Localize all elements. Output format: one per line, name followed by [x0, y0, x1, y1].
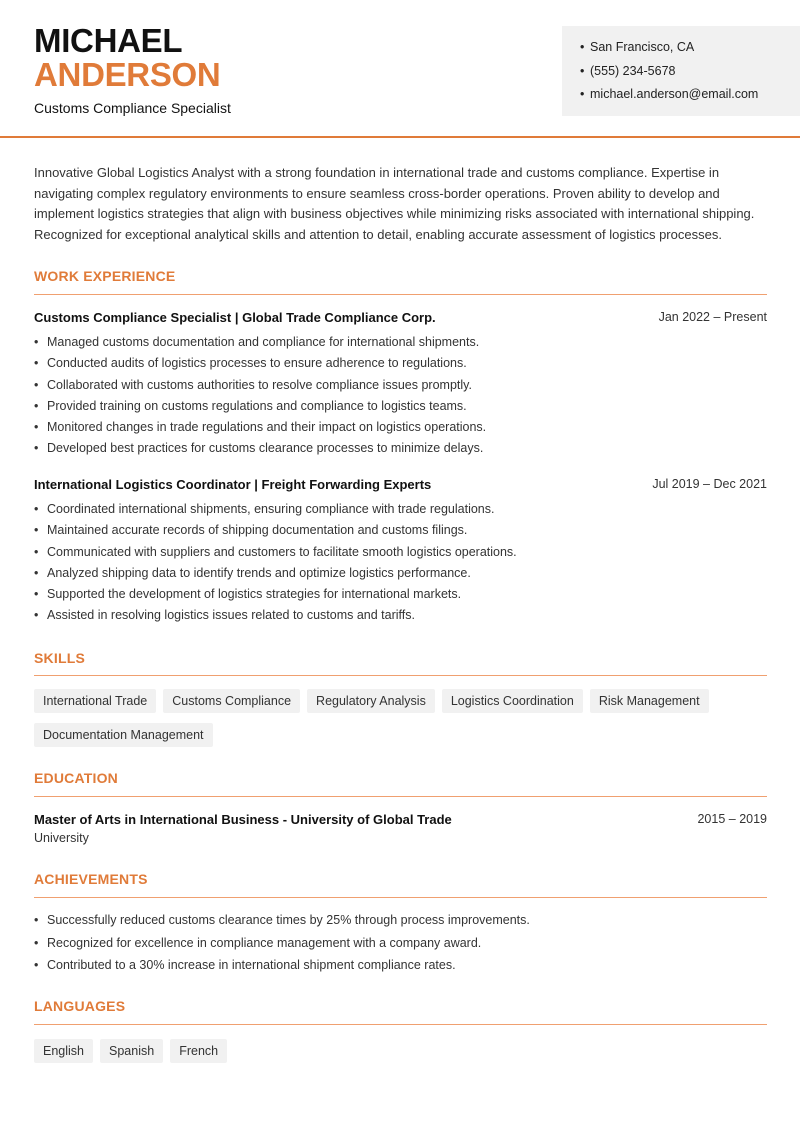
list-item: • Developed best practices for customs clearance processes to minimize delays.	[34, 438, 767, 459]
education-degree: Master of Arts in International Business - University of Global Trade	[34, 812, 452, 827]
section-title-skills: SKILLS	[34, 650, 85, 666]
language-chip: English	[34, 1039, 93, 1063]
last-name: ANDERSON	[34, 56, 221, 93]
section-divider	[34, 675, 767, 676]
list-item: • Communicated with suppliers and customers to facilitate smooth logistics operations.	[34, 542, 767, 563]
education-date: 2015 – 2019	[697, 812, 767, 826]
section-divider	[34, 294, 767, 295]
contact-location: • San Francisco, CA	[580, 38, 782, 62]
job-role: Customs Compliance Specialist	[34, 100, 231, 116]
section-divider	[34, 897, 767, 898]
skill-chip: Regulatory Analysis	[307, 689, 435, 713]
list-item: • Supported the development of logistics strategies for international markets.	[34, 584, 767, 605]
job-title: Customs Compliance Specialist | Global Trade Compliance Corp.	[34, 310, 436, 325]
list-item: • Provided training on customs regulations and compliance to logistics teams.	[34, 396, 767, 417]
section-title-languages: LANGUAGES	[34, 998, 126, 1014]
job-title: International Logistics Coordinator | Freight Forwarding Experts	[34, 477, 432, 492]
achievements-list	[34, 909, 767, 977]
section-title-education: EDUCATION	[34, 770, 118, 786]
job-bullets	[34, 332, 767, 460]
list-item: • Monitored changes in trade regulations and their impact on logistics operations.	[34, 417, 767, 438]
list-item: • Assisted in resolving logistics issues related to customs and tariffs.	[34, 605, 767, 626]
skill-chip: Risk Management	[590, 689, 709, 713]
skills-list	[34, 689, 767, 747]
skill-chip: International Trade	[34, 689, 156, 713]
contact-box	[562, 26, 800, 116]
languages-list	[34, 1039, 767, 1063]
list-item: • Analyzed shipping data to identify trends and optimize logistics performance.	[34, 563, 767, 584]
contact-phone: • (555) 234-5678	[580, 62, 782, 86]
list-item: • Collaborated with customs authorities to resolve compliance issues promptly.	[34, 375, 767, 396]
section-title-work: WORK EXPERIENCE	[34, 268, 176, 284]
job-bullets	[34, 499, 767, 627]
skill-chip: Logistics Coordination	[442, 689, 583, 713]
list-item: • Maintained accurate records of shipping documentation and customs filings.	[34, 520, 767, 541]
list-item: • Contributed to a 30% increase in international shipment compliance rates.	[34, 954, 767, 977]
list-item: • Managed customs documentation and compliance for international shipments.	[34, 332, 767, 353]
skill-chip: Documentation Management	[34, 723, 213, 747]
section-title-achievements: ACHIEVEMENTS	[34, 871, 148, 887]
skill-chip: Customs Compliance	[163, 689, 300, 713]
list-item: • Recognized for excellence in compliance management with a company award.	[34, 932, 767, 955]
language-chip: Spanish	[100, 1039, 163, 1063]
job-date: Jul 2019 – Dec 2021	[652, 477, 767, 491]
language-chip: French	[170, 1039, 227, 1063]
education-institution: University	[34, 831, 89, 845]
job-date: Jan 2022 – Present	[658, 310, 767, 324]
contact-email[interactable]: • michael.anderson@email.com	[580, 85, 782, 109]
list-item: • Successfully reduced customs clearance times by 25% through process improvements.	[34, 909, 767, 932]
candidate-name	[34, 24, 220, 92]
section-divider	[34, 1024, 767, 1025]
list-item: • Coordinated international shipments, ensuring compliance with trade regulations.	[34, 499, 767, 520]
section-divider	[34, 796, 767, 797]
resume-header	[0, 0, 800, 138]
first-name: MICHAEL	[34, 22, 183, 59]
list-item: • Conducted audits of logistics processes to ensure adherence to regulations.	[34, 353, 767, 374]
summary-text: Innovative Global Logistics Analyst with a strong foundation in international trade and customs compliance. Expertise in navigating complex regulatory environments to ensure seamless cross-border operations. Proven ability to develop and implement logistics strategies that align with business objectives while minimizing risks associated with international shipping. Recognized for exceptional analytical skills and attention to detail, enabling accurate assessment of logistics processes.	[34, 165, 755, 243]
